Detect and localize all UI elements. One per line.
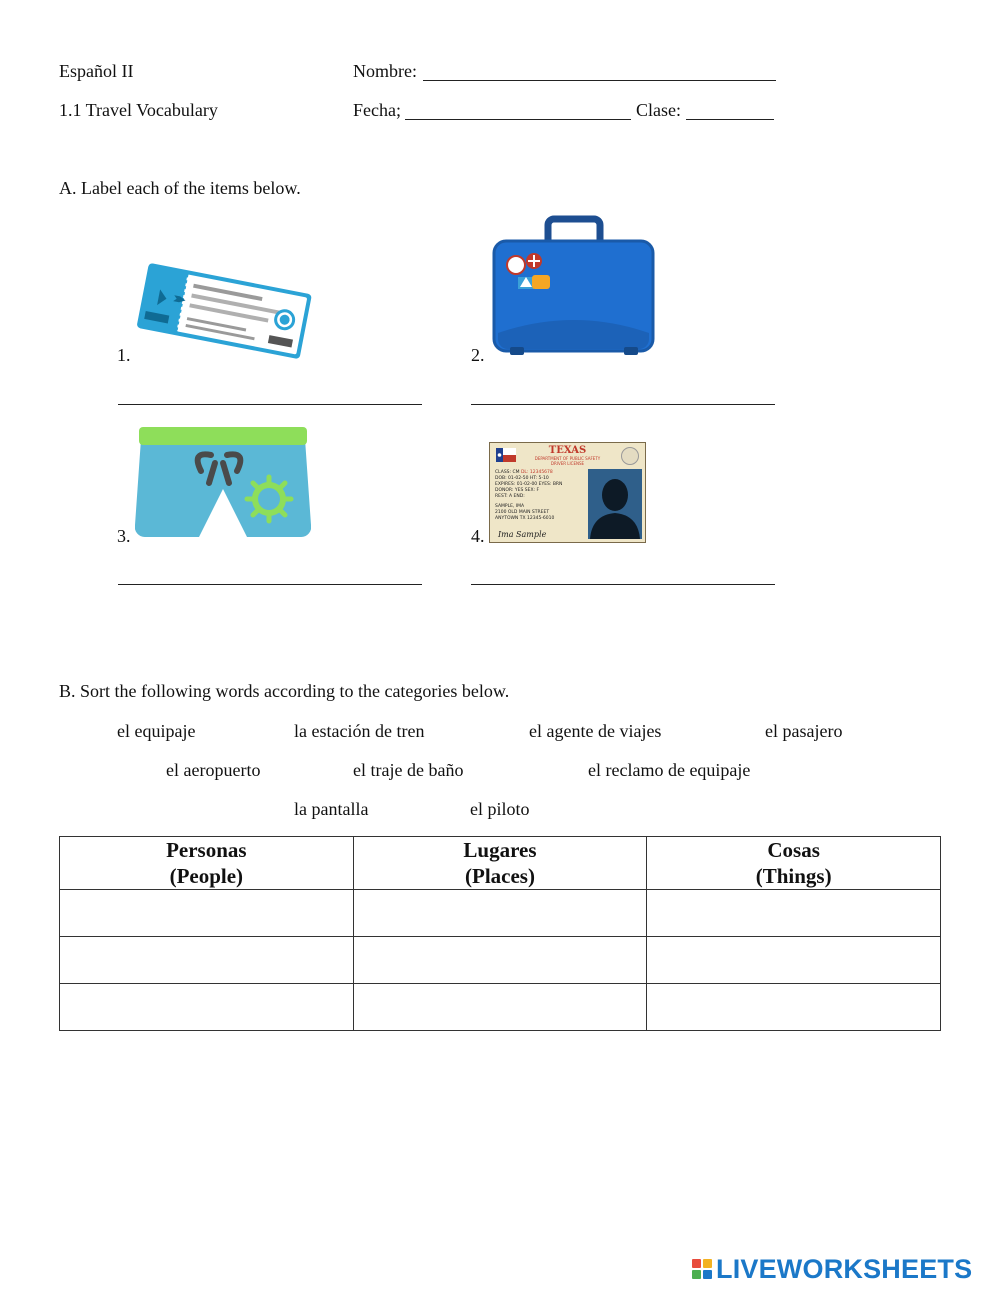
logo-text: LIVEWORKSHEETS [716, 1253, 973, 1284]
license-address-1: 2100 OLD MAIN STREET [495, 510, 550, 515]
class-field[interactable] [686, 119, 774, 120]
license-dob: DOB: 01-02-50 [495, 476, 529, 481]
word-bank-item[interactable]: el pasajero [765, 721, 843, 741]
date-field[interactable] [405, 119, 631, 120]
name-field[interactable] [423, 80, 776, 81]
table-cell[interactable] [647, 984, 941, 1031]
license-dept: DEPARTMENT OF PUBLIC SAFETY [534, 456, 601, 461]
license-state: TEXAS [548, 445, 587, 456]
drivers-license-icon [489, 442, 646, 543]
column-subtitle: (Things) [755, 864, 832, 888]
word-bank-item[interactable]: la pantalla [294, 799, 369, 819]
table-row [60, 984, 941, 1031]
license-rest: REST: A [495, 494, 513, 499]
item-2-answer-line[interactable] [471, 404, 775, 405]
column-title: Lugares [463, 838, 537, 862]
license-ht: HT: 5-10 [529, 476, 549, 481]
column-header-personas [60, 837, 354, 890]
license-address-2: ANYTOWN TX 12345-6010 [495, 516, 555, 521]
license-class: CLASS: CM [495, 470, 520, 475]
name-label: Nombre: [353, 61, 417, 81]
license-dl: DL: 12345678 [520, 470, 553, 475]
table-cell[interactable] [60, 937, 354, 984]
license-donor: DONOR: YES [495, 488, 524, 493]
item-4-answer-line[interactable] [471, 584, 775, 585]
section-a-instruction: A. Label each of the items below. [59, 178, 301, 198]
license-expires: EXPIRES: 01-02-00 [495, 482, 538, 487]
license-sex: SEX: F [524, 488, 540, 493]
course-title: Español II [59, 61, 134, 81]
column-header-cosas [647, 837, 941, 890]
item-4-number: 4. [471, 526, 485, 546]
section-b-instruction: B. Sort the following words according to the categories below. [59, 681, 510, 701]
table-row [60, 937, 941, 984]
table-row [60, 890, 941, 937]
table-cell[interactable] [353, 937, 647, 984]
table-cell[interactable] [60, 890, 354, 937]
item-1-number: 1. [117, 345, 131, 365]
license-type: DRIVER LICENSE [550, 461, 585, 466]
word-bank-item[interactable]: el agente de viajes [529, 721, 662, 741]
logo-squares-icon [692, 1259, 712, 1279]
column-title: Cosas [767, 838, 820, 862]
table-cell[interactable] [647, 890, 941, 937]
sorting-table [59, 836, 941, 1031]
word-bank-item[interactable]: la estación de tren [294, 721, 425, 741]
license-eyes: EYES: BRN [538, 482, 563, 487]
table-cell[interactable] [647, 937, 941, 984]
license-signature: Ima Sample [498, 530, 547, 539]
item-1-answer-line[interactable] [118, 404, 422, 405]
column-header-lugares [353, 837, 647, 890]
license-photo [588, 469, 642, 539]
class-label: Clase: [636, 100, 681, 120]
column-title: Personas [166, 838, 247, 862]
license-seal-icon [621, 447, 639, 465]
liveworksheets-logo [692, 1254, 972, 1284]
date-label: Fecha; [353, 100, 401, 120]
column-subtitle: (People) [169, 864, 244, 888]
word-bank-item[interactable]: el aeropuerto [166, 760, 261, 780]
plane-ticket-icon [133, 258, 315, 366]
item-3-number: 3. [117, 526, 131, 546]
column-subtitle: (Places) [465, 864, 535, 888]
item-2-number: 2. [471, 345, 485, 365]
word-bank-item[interactable]: el equipaje [117, 721, 196, 741]
table-cell[interactable] [60, 984, 354, 1031]
item-3-answer-line[interactable] [118, 584, 422, 585]
word-bank-item[interactable]: el traje de baño [353, 760, 464, 780]
word-bank-item[interactable]: el piloto [470, 799, 530, 819]
license-end: END: [513, 494, 525, 499]
person-silhouette-icon [588, 469, 642, 539]
suitcase-icon [490, 215, 657, 357]
table-cell[interactable] [353, 984, 647, 1031]
unit-title: 1.1 Travel Vocabulary [59, 100, 218, 120]
license-holder: SAMPLE, IMA [495, 504, 525, 509]
table-cell[interactable] [353, 890, 647, 937]
word-bank-item[interactable]: el reclamo de equipaje [588, 760, 751, 780]
table-header-row [60, 837, 941, 890]
swim-trunks-icon [135, 425, 311, 541]
